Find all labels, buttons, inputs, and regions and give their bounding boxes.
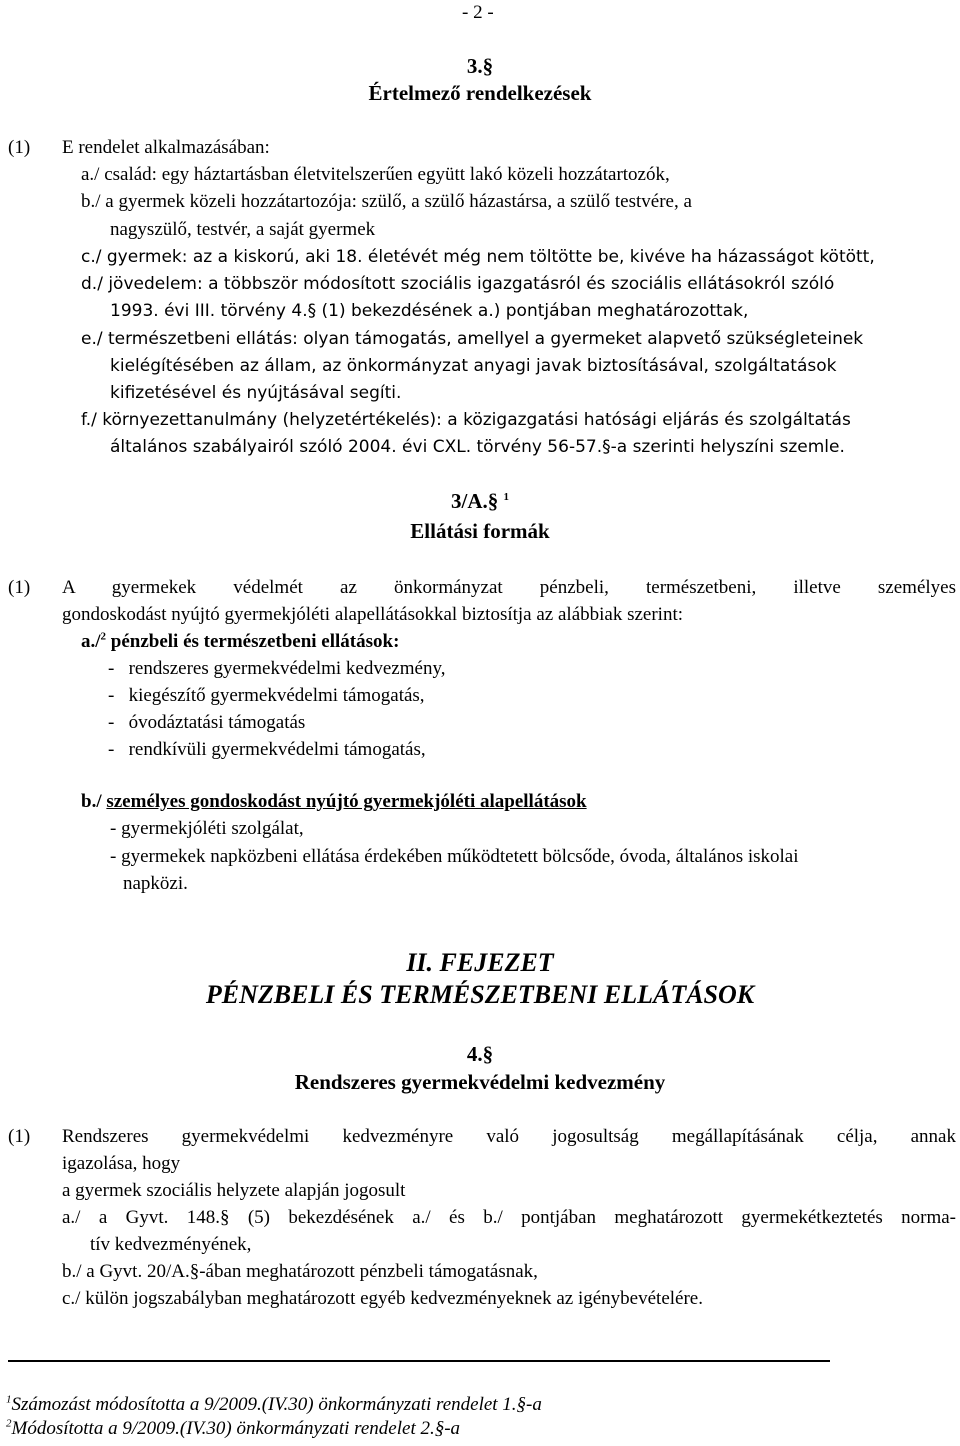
item-b: b./ a Gyvt. 20/A.§-ában meghatározott pénzbeli támogatásnak, <box>62 1261 538 1282</box>
footnote-2 <box>6 1418 460 1440</box>
item-a: a./ a Gyvt. 148.§ (5) bekezdésének a./ és b./ pontjában meghatározott gyermekétkeztetés norma- <box>62 1207 956 1228</box>
page-number: - 2 - <box>462 2 494 23</box>
paragraph-3a-1-cont: gondoskodást nyújtó gyermekjóléti alapellátásokkal biztosítja az alábbiak szerint: <box>62 604 684 625</box>
section-3a-number-text: 3/A.§ <box>451 489 499 513</box>
definition-b-cont: nagyszülő, testvér, a saját gyermek <box>110 219 376 240</box>
subsection-b-label: b./ <box>81 791 102 812</box>
definition-e-cont: kielégítésében az állam, az önkormányzat anyagi javak biztosításával, szolgáltatások <box>110 356 837 376</box>
list-item: - óvodáztatási támogatás <box>108 712 306 733</box>
section-4-number: 4.§ <box>466 1042 494 1066</box>
list-item-cont: napközi. <box>123 873 188 894</box>
definition-e-cont2: kifizetésével és nyújtásával segíti. <box>110 383 402 403</box>
footnote-1 <box>6 1394 542 1416</box>
item-a-cont: tív kedvezményének, <box>90 1234 252 1255</box>
definition-e: e./ természetbeni ellátás: olyan támogatás, amellyel a gyermeket alapvető szükségleteinek <box>81 329 864 349</box>
section-3a-number <box>0 490 960 512</box>
paragraph-4-1: Rendszeres gyermekvédelmi kedvezményre való jogosultság megállapításának célja, annak <box>62 1126 956 1147</box>
section-4-title: Rendszeres gyermekvédelmi kedvezmény <box>294 1070 666 1094</box>
footnote-ref-1: 1 <box>503 491 509 503</box>
list-item: - gyermekek napközbeni ellátása érdekében működtetett bölcsőde, óvoda, általános iskolai <box>110 846 799 867</box>
list-item: - gyermekjóléti szolgálat, <box>110 818 304 839</box>
paragraph-number: (1) <box>8 577 31 598</box>
definition-c: c./ gyermek: az a kiskorú, aki 18. életévét még nem töltötte be, kivéve ha házasságot kötött, <box>81 247 875 267</box>
list-item: - kiegészítő gyermekvédelmi támogatás, <box>108 685 425 706</box>
footnote-text: Módosította a 9/2009.(IV.30) önkormányzati rendelet 2.§-a <box>11 1418 461 1439</box>
chapter-number: II. FEJEZET <box>406 948 554 977</box>
paragraph-number: (1) <box>8 137 31 158</box>
section-3-number: 3.§ <box>466 54 494 78</box>
definition-d: d./ jövedelem: a többször módosított szociális igazgatásról és szociális ellátásokról szóló <box>81 274 835 294</box>
list-item: - rendszeres gyermekvédelmi kedvezmény, <box>108 658 446 679</box>
section-3-title: Értelmező rendelkezések <box>368 81 592 105</box>
subsection-a-label: a./ <box>81 631 101 652</box>
list-item: - rendkívüli gyermekvédelmi támogatás, <box>108 739 426 760</box>
item-c: c./ külön jogszabályban meghatározott egyéb kedvezményeknek az igénybevételére. <box>62 1288 703 1309</box>
paragraph-4-1-cont2: a gyermek szociális helyzete alapján jogosult <box>62 1180 406 1201</box>
paragraph-3a-1: A gyermekek védelmét az önkormányzat pénzbeli, természetbeni, illetve személyes <box>62 577 956 598</box>
footnote-text: Számozást módosította a 9/2009.(IV.30) önkormányzati rendelet 1.§-a <box>11 1394 542 1415</box>
definition-a: a./ család: egy háztartásban életvitelszerűen együtt lakó közeli hozzátartozók, <box>81 164 670 185</box>
footnote-ref-2: 2 <box>100 630 107 643</box>
subsection-a-title: pénzbeli és természetbeni ellátások: <box>110 631 400 652</box>
paragraph-intro: E rendelet alkalmazásában: <box>62 137 270 158</box>
definition-f: f./ környezettanulmány (helyzetértékelés): a közigazgatási hatósági eljárás és szolgáltatás <box>81 410 851 430</box>
definition-b: b./ a gyermek közeli hozzátartozója: szülő, a szülő házastársa, a szülő testvére, a <box>81 191 692 212</box>
subsection-a-heading <box>81 631 399 653</box>
footnote-mark: 1 <box>6 1393 12 1406</box>
subsection-b-heading <box>81 791 587 813</box>
paragraph-4-1-cont: igazolása, hogy <box>62 1153 181 1174</box>
paragraph-number: (1) <box>8 1126 31 1147</box>
footnote-mark: 2 <box>6 1417 12 1430</box>
subsection-b-title: személyes gondoskodást nyújtó gyermekjóléti alapellátások <box>106 791 587 812</box>
definition-f-cont: általános szabályairól szóló 2004. évi CXL. törvény 56-57.§-a szerinti helyszíni szemle. <box>110 437 845 457</box>
chapter-title: PÉNZBELI ÉS TERMÉSZETBENI ELLÁTÁSOK <box>205 980 755 1009</box>
footnote-separator <box>8 1360 830 1362</box>
definition-d-cont: 1993. évi III. törvény 4.§ (1) bekezdésének a.) pontjában meghatározottak, <box>110 301 749 321</box>
section-3a-title: Ellátási formák <box>410 519 550 543</box>
